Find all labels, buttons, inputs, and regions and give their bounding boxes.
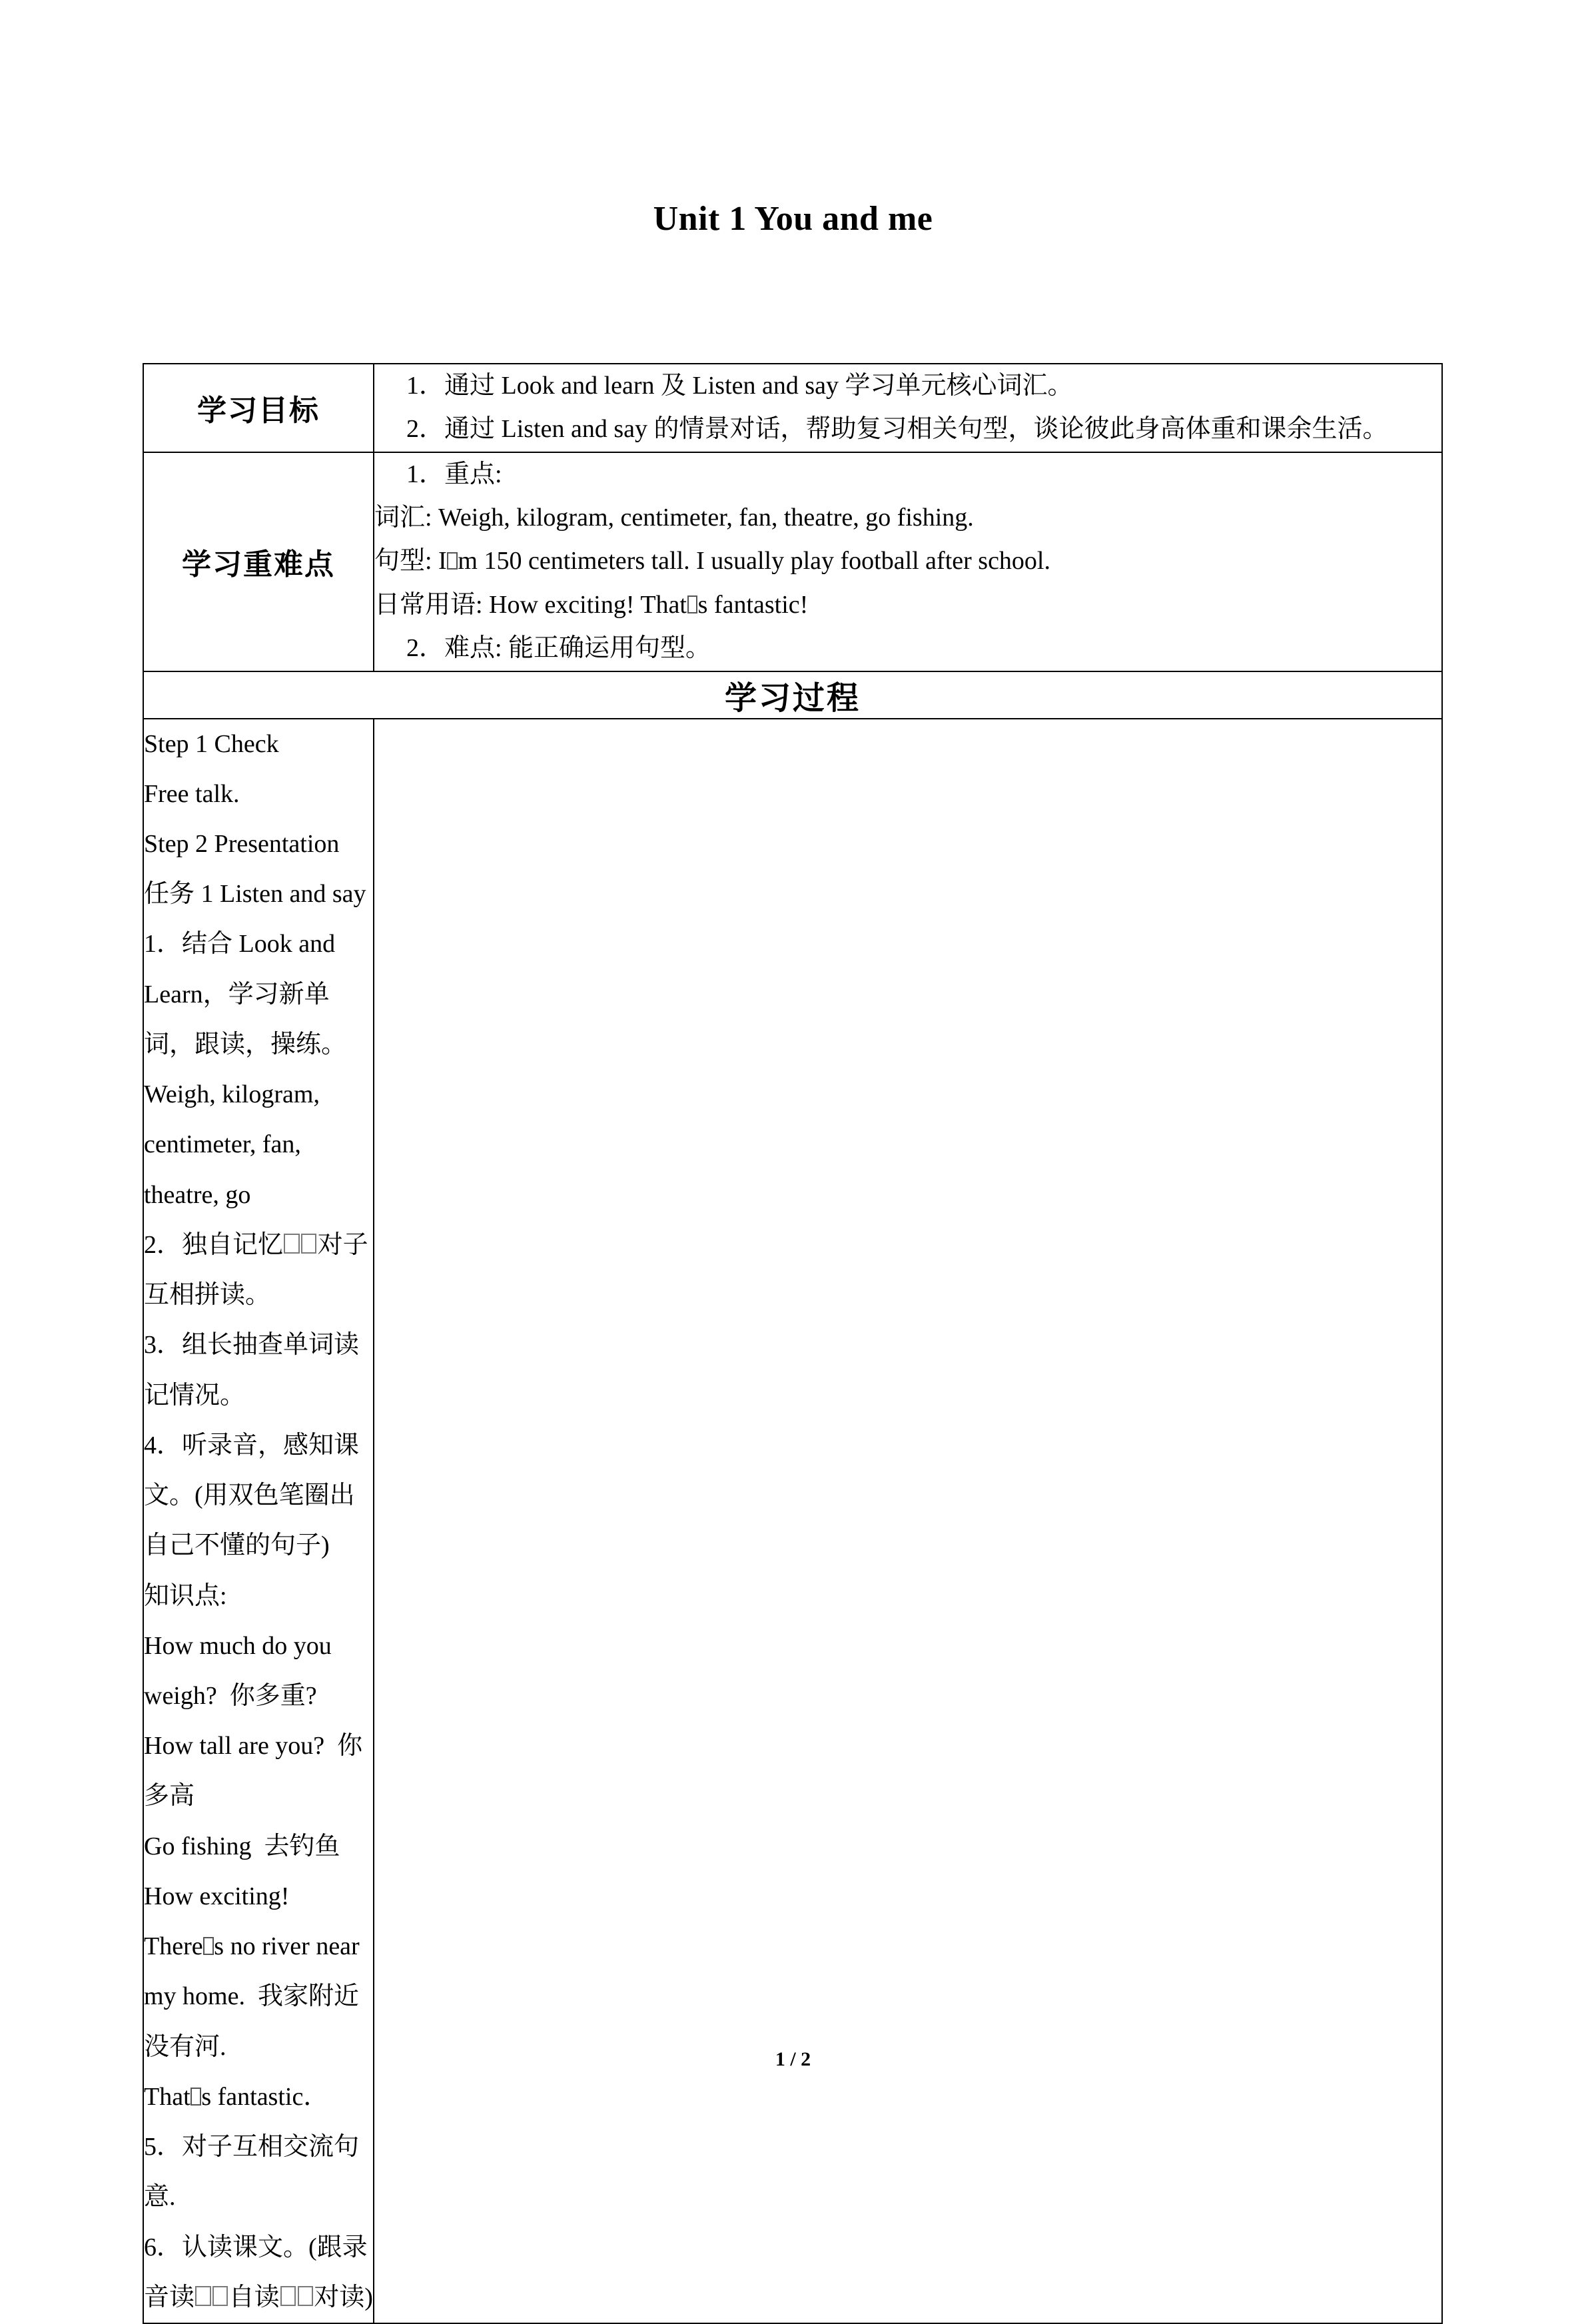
missing-glyph-box-icon (298, 2286, 314, 2306)
row-label-key-points: 学习重难点 (143, 452, 374, 671)
table-row-section-header (143, 671, 1442, 719)
process-line-kp-exciting: How exciting! (144, 1882, 290, 1910)
page-title: Unit 1 You and me (653, 200, 933, 238)
process-steps-cell (143, 719, 374, 2324)
process-line-item4: 4．听录音，感知课文。(用双色笔圈出自己不懂的句子) (144, 1431, 360, 1560)
process-line-step1: Step 1 Check (144, 729, 279, 758)
missing-glyph-box-icon (284, 1234, 300, 1254)
row-label-objectives: 学习目标 (143, 364, 374, 452)
process-line-kp-river: There s no river near my home. 我家附近没有河. (144, 1932, 366, 2061)
process-line-kp-fantastic: That s fantastic． (144, 2082, 329, 2111)
process-line-wordlist: Weigh, kilogram, centimeter, fan, theatre, go (144, 1080, 326, 1209)
process-line-step2: Step 2 Presentation (144, 829, 340, 858)
process-line-freetalk: Free talk. (144, 779, 240, 808)
missing-glyph-box-icon (203, 1937, 213, 1955)
section-header-process: 学习过程 (143, 671, 1442, 719)
table-row-objectives (143, 364, 1442, 452)
key-point-vocabulary: 词汇: Weigh, kilogram, centimeter, fan, theatre, go fishing. (374, 504, 974, 532)
missing-glyph-box-icon (687, 595, 697, 613)
key-point-daily-expressions: 日常用语: How exciting! That s fantastic! (374, 590, 809, 619)
row-body-key-points (374, 452, 1442, 671)
key-point-line-2: 2．难点: 能正确运用句型。 (406, 634, 711, 663)
table-row-key-points (143, 452, 1442, 671)
missing-glyph-box-icon (280, 2286, 296, 2306)
missing-glyph-box-icon (195, 2286, 211, 2306)
missing-glyph-box-icon (212, 2286, 228, 2306)
row-body-objectives (374, 364, 1442, 452)
footer-page-number: 1 / 2 (775, 2048, 811, 2070)
process-line-kp-weigh: How much do you weigh? 你多重? (144, 1631, 338, 1710)
missing-glyph-box-icon (191, 2088, 200, 2106)
process-line-item1: 1．结合 Look and Learn，学习新单词，跟读，操练。 (144, 930, 347, 1058)
process-line-kp-fishing: Go fishing 去钓鱼 (144, 1832, 340, 1860)
key-point-line-1: 1．重点: (406, 460, 502, 488)
process-line-knowledge-header: 知识点: (144, 1581, 227, 1610)
process-line-task1: 任务 1 Listen and say (144, 880, 366, 909)
process-line-item3: 3．组长抽查单词读记情况。 (144, 1331, 360, 1409)
process-notes-cell (374, 719, 1442, 2324)
lesson-plan-table (143, 363, 1443, 2324)
missing-glyph-box-icon (301, 1234, 317, 1254)
key-point-sentence-patterns: 句型: I m 150 centimeters tall. I usually play football after school. (374, 547, 1050, 576)
process-line-item2: 2．独自记忆 对子互相拼读。 (144, 1230, 368, 1310)
objective-line-2: 2．通过 Listen and say 的情景对话，帮助复习相关句型，谈论彼此身高体重和课余生活。 (406, 415, 1388, 444)
process-line-item5: 5．对子互相交流句意. (144, 2133, 360, 2211)
process-line-item6: 6．认读课文。(跟录音读 自读 对读) (144, 2233, 373, 2311)
objective-line-1: 1．通过 Look and learn 及 Listen and say 学习单元核心词汇。 (406, 372, 1073, 400)
missing-glyph-box-icon (447, 552, 457, 570)
table-row-process-body (143, 719, 1442, 2324)
process-line-kp-tall: How tall are you? 你多高 (144, 1732, 363, 1810)
